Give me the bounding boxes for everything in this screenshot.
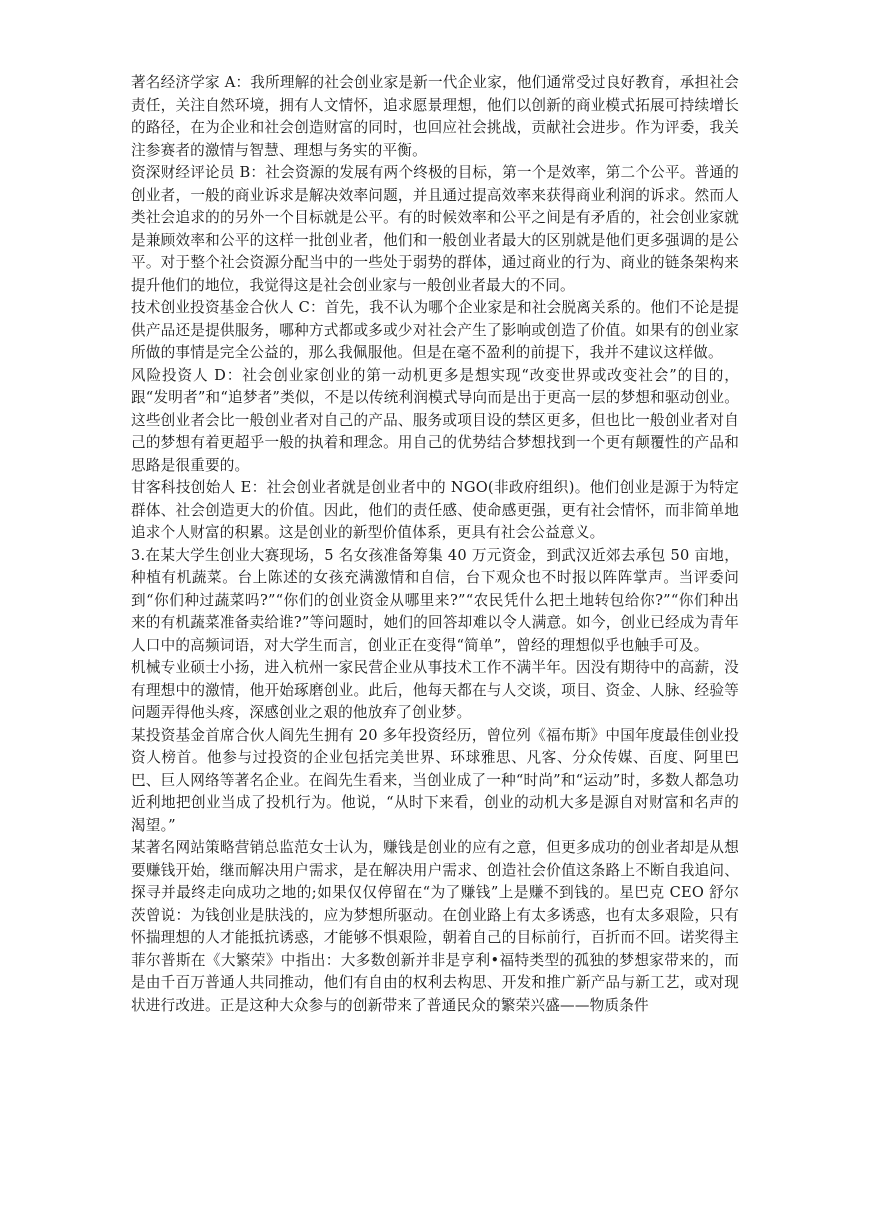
paragraph-material-3: 3.在某大学生创业大赛现场，5 名女孩准备筹集 40 万元资金，到武汉近郊去承包 50 亩地，种植有机蔬菜。台上陈述的女孩充满激情和自信，台下观众也不时报以阵阵掌声。当评委问到“你们种过蔬菜吗?”“你们的创业资金从哪里来?”“农民凭什么把土地转包给你?”“你们种出来的有机蔬菜准备卖给谁?”等问题时，她们的回答却难以令人满意。如今，创业已经成为青年人口中的高频词语，对大学生而言，创业正在变得“简单”，曾经的理想似乎也触手可及。 xyxy=(131,546,739,654)
paragraph-economist-a: 著名经济学家 A：我所理解的社会创业家是新一代企业家，他们通常受过良好教育，承担社会责任，关注自然环境，拥有人文情怀，追求愿景理想，他们以创新的商业模式拓展可持续增长的路径，在为企业和社会创造财富的同时，也回应社会挑战，贡献社会进步。作为评委，我关注参赛者的激情与智慧、理想与务实的平衡。 xyxy=(131,74,739,159)
paragraph-investor-d: 风险投资人 D：社会创业家创业的第一动机更多是想实现“改变世界或改变社会”的目的，跟“发明者”和“追梦者”类似，不是以传统利润模式导向而是出于更高一层的梦想和驱动创业。这些创业者会比一般创业者对自己的产品、服务或项目设的禁区更多，但也比一般创业者对自己的梦想有着更超乎一般的执着和理念。用自己的优势结合梦想找到一个更有颠覆性的产品和思路是很重要的。 xyxy=(131,366,739,474)
document-page xyxy=(131,72,739,1017)
paragraph-fund-partner-c: 技术创业投资基金合伙人 C：首先，我不认为哪个企业家是和社会脱离关系的。他们不论是提供产品还是提供服务，哪种方式都或多或少对社会产生了影响或创造了价值。如果有的创业家所做的事情是完全公益的，那么我佩服他。但是在毫不盈利的前提下，我并不建议这样做。 xyxy=(131,299,739,361)
paragraph-mr-yan: 某投资基金首席合伙人阎先生拥有 20 多年投资经历，曾位列《福布斯》中国年度最佳创业投资人榜首。他参与过投资的企业包括完美世界、环球雅思、凡客、分众传媒、百度、阿里巴巴、巨人网络等著名企业。在阎先生看来，当创业成了一种“时尚”和“运动”时，多数人都急功近利地把创业当成了投机行为。他说，“从时下来看，创业的动机大多是源自对财富和名声的渴望。” xyxy=(131,726,739,834)
paragraph-founder-e: 甘客科技创始人 E：社会创业者就是创业者中的 NGO(非政府组织)。他们创业是源于为特定群体、社会创造更大的价值。因此，他们的责任感、使命感更强，更有社会情怀，而非简单地追求个人财富的积累。这是创业的新型价值体系，更具有社会公益意义。 xyxy=(131,479,739,541)
paragraph-xiaoyang: 机械专业硕士小扬，进入杭州一家民营企业从事技术工作不满半年。因没有期待中的高薪，没有理想中的激情，他开始琢磨创业。此后，他每天都在与人交谈，项目、资金、人脉、经验等问题弄得他头疼，深感创业之艰的他放弃了创业梦。 xyxy=(131,659,739,721)
paragraph-commentator-b: 资深财经评论员 B：社会资源的发展有两个终极的目标，第一个是效率，第二个公平。普通的创业者，一般的商业诉求是解决效率问题，并且通过提高效率来获得商业利润的诉求。然而人类社会追求的的另外一个目标就是公平。有的时候效率和公平之间是有矛盾的，社会创业家就是兼顾效率和公平的这样一批创业者，他们和一般创业者最大的区别就是他们更多强调的是公平。对于整个社会资源分配当中的一些处于弱势的群体，通过商业的行为、商业的链条架构来提升他们的地位，我觉得这是社会创业家与一般创业者最大的不同。 xyxy=(131,164,739,294)
paragraph-ms-fan: 某著名网站策略营销总监范女士认为，赚钱是创业的应有之意，但更多成功的创业者却是从想要赚钱开始，继而解决用户需求，是在解决用户需求、创造社会价值这条路上不断自我追问、探寻并最终走向成功之地的;如果仅仅停留在“为了赚钱”上是赚不到钱的。星巴克 CEO 舒尔茨曾说：为钱创业是肤浅的，应为梦想所驱动。在创业路上有太多诱惑，也有太多艰险，只有怀揣理想的人才能抵抗诱惑，才能够不惧艰险，朝着自己的目标前行，百折而不回。诺奖得主菲尔普斯在《大繁荣》中指出：大多数创新并非是亨利•福特类型的孤独的梦想家带来的，而是由千百万普通人共同推动，他们有自由的权利去构思、开发和推广新产品与新工艺，或对现状进行改进。正是这种大众参与的创新带来了普通民众的繁荣兴盛——物质条件 xyxy=(131,839,739,1014)
